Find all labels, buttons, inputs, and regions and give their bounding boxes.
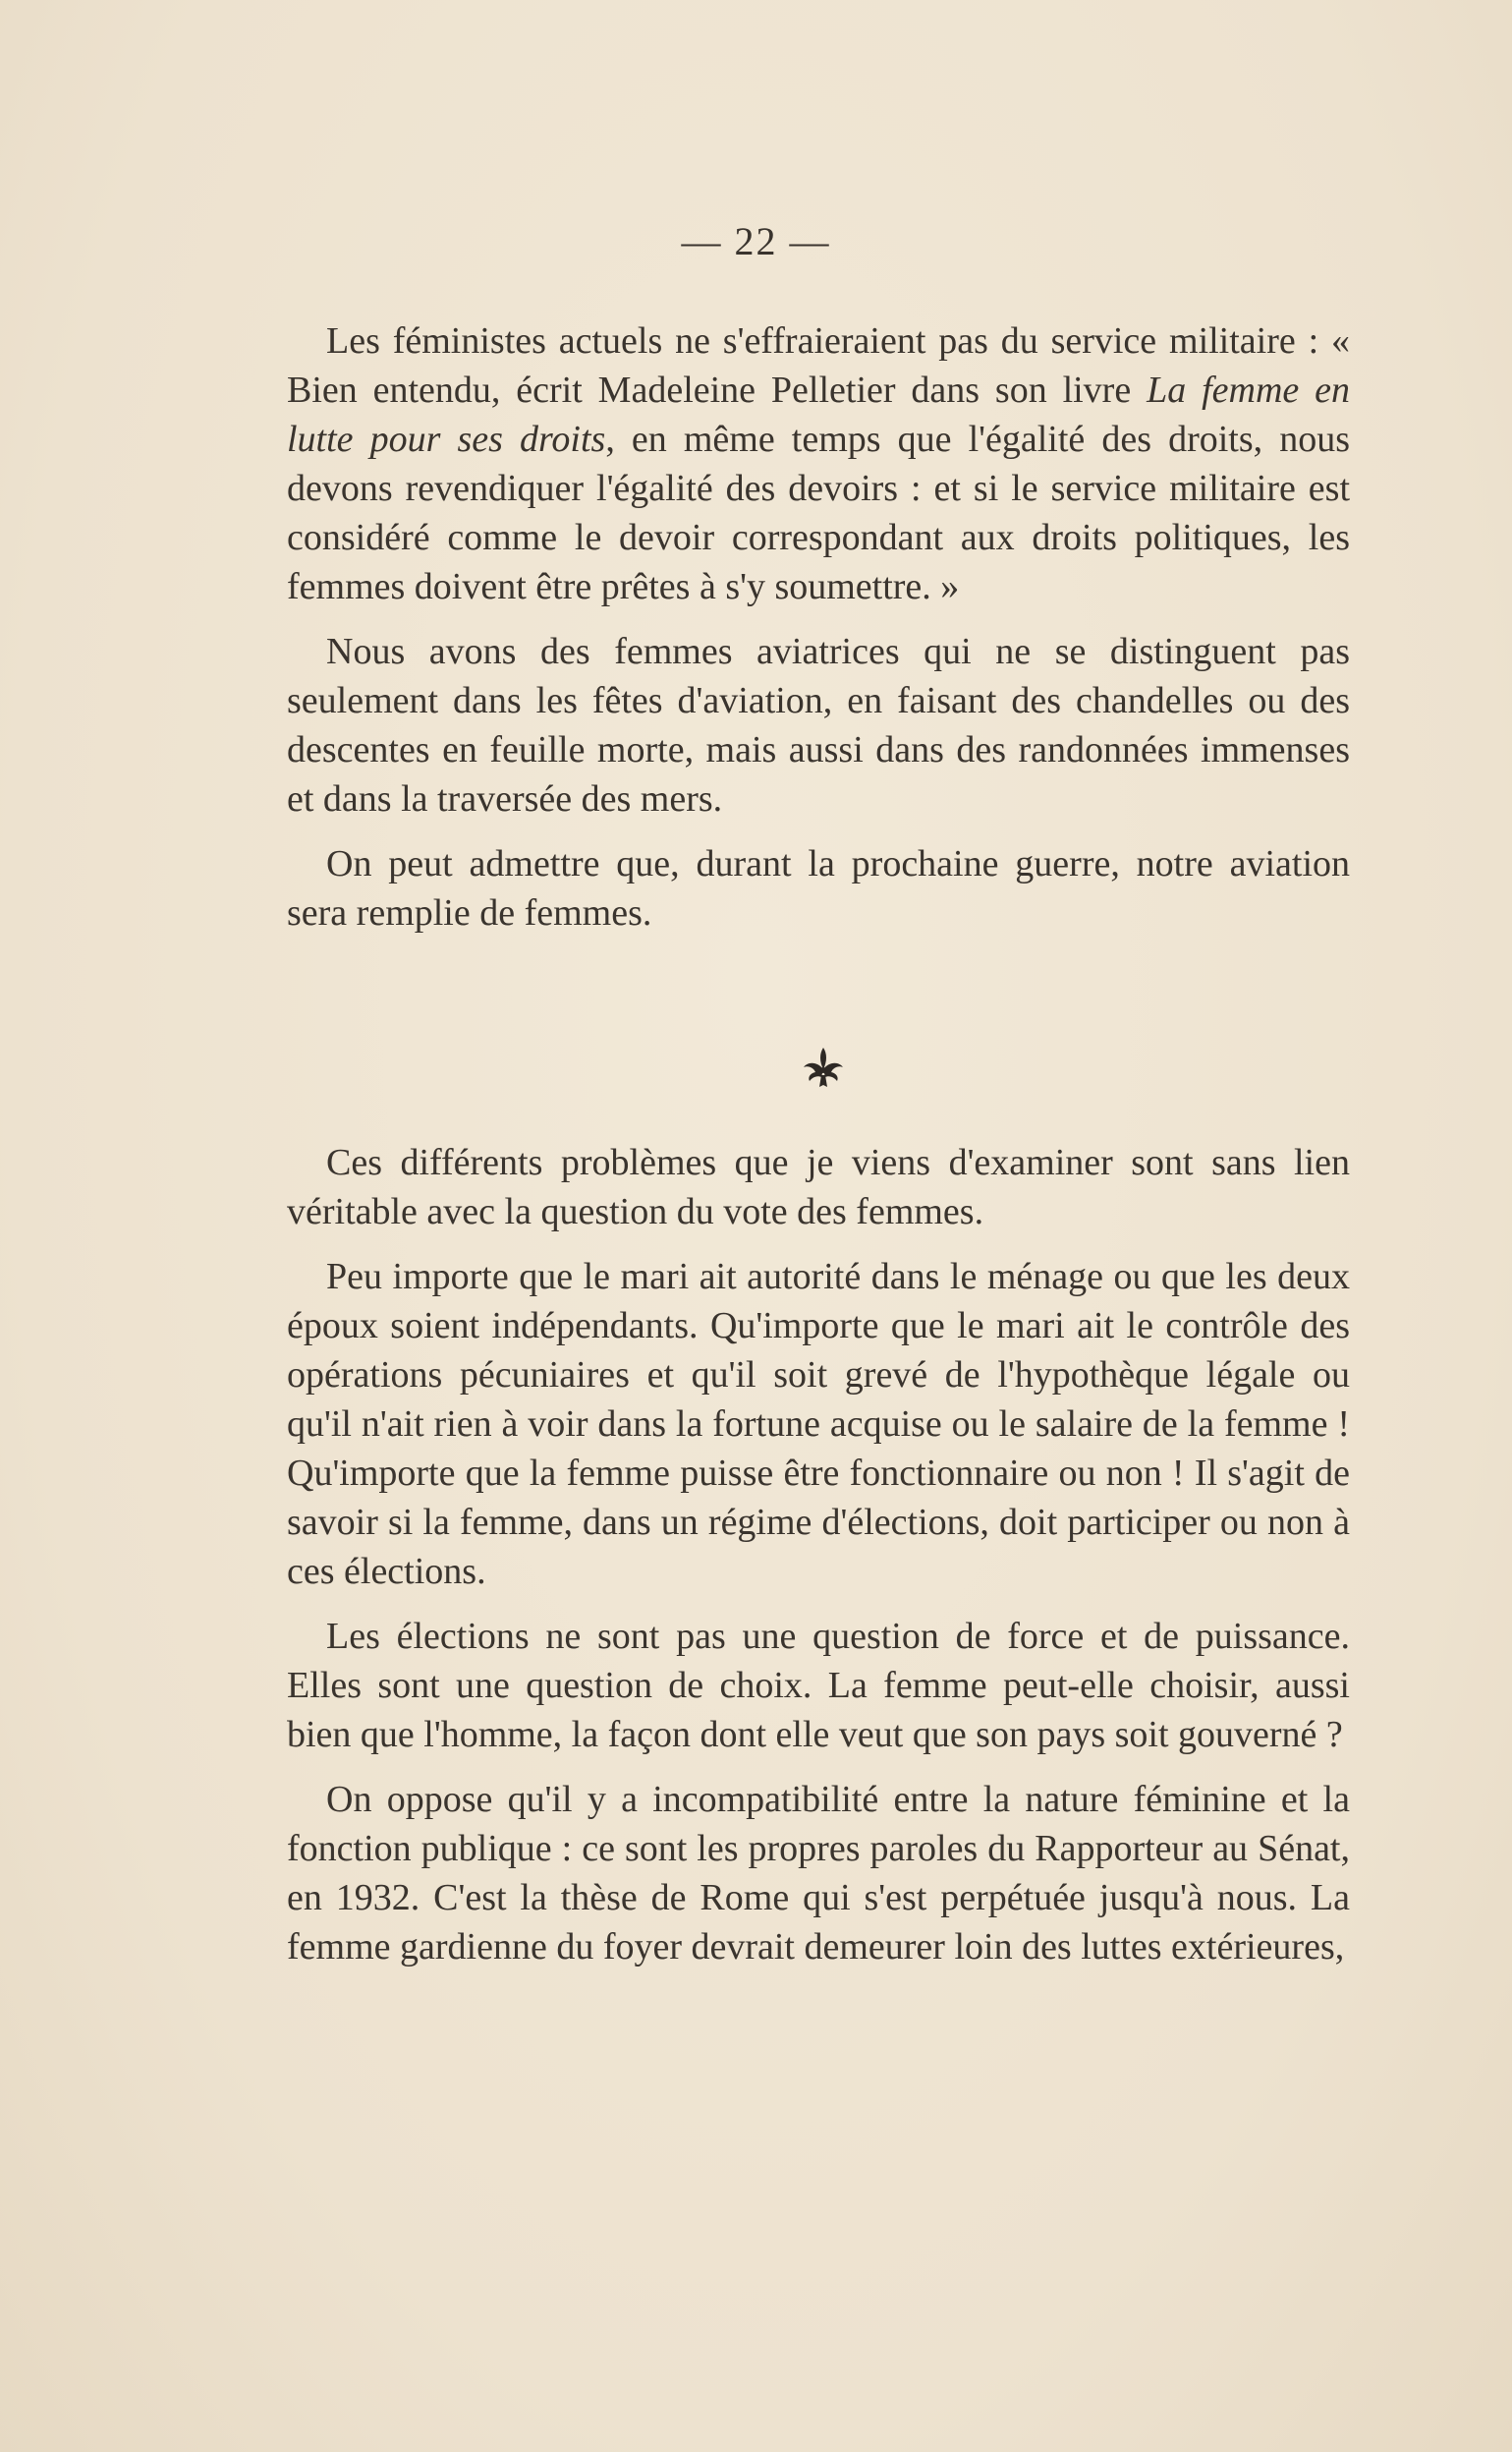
paragraph: Nous avons des femmes aviatrices qui ne se distinguent pas seulement dans les fêtes d'aviation, en faisant des chandelles ou des descentes en feuille morte, mais aussi dans des randonnées immenses et dans la traversée des mers.: [287, 631, 1350, 820]
paragraph: [287, 316, 1350, 611]
paragraph: Ces différents problèmes que je viens d'examiner sont sans lien véritable avec la question du vote des femmes.: [287, 1142, 1350, 1232]
paragraph: Les élections ne sont pas une question de force et de puissance. Elles sont une question de choix. La femme peut-elle choisir, aussi bien que l'homme, la façon dont elle veut que son pays soit gouverné ?: [287, 1616, 1350, 1755]
paragraph: Peu importe que le mari ait autorité dans le ménage ou que les deux époux soient indépendants. Qu'importe que le mari ait le contrôle des opérations pécuniaires et qu'il soit grevé de l'hypothèque légale ou qu'il n'ait rien à voir dans la fortune acquise ou le salaire de la femme ! Qu'importe que la femme puisse être fonctionnaire ou non ! Il s'agit de savoir si la femme, dans un régime d'élections, doit participer ou non à ces élections.: [287, 1256, 1350, 1592]
text-section-1: [287, 316, 1350, 953]
fleuron-icon: [798, 1040, 849, 1091]
paragraph-text: , en même temps que l'égalité des droits, nous devons revendiquer l'égalité des devoirs : et si le service militaire est considéré comme le devoir correspondant aux droits politiques, les femmes doivent être prêtes à s'y soumettre. »: [287, 419, 1350, 607]
page-number: — 22 —: [681, 219, 831, 263]
paragraph: On oppose qu'il y a incompatibilité entre la nature féminine et la fonction publique : ce sont les propres paroles du Rapporteur au Sénat, en 1932. C'est la thèse de Rome qui s'est perpétuée jusqu'à nous. La femme gardienne du foyer devrait demeurer loin des luttes extérieures,: [287, 1779, 1350, 1967]
paragraph: On peut admettre que, durant la prochaine guerre, notre aviation sera remplie de femmes.: [287, 843, 1350, 934]
book-title: La femme en lutte pour ses droits: [287, 370, 1350, 460]
text-section-2: [287, 1138, 1350, 1987]
paragraph-text: Les féministes actuels ne s'effraieraient pas du service militaire : « Bien entendu, écrit Madeleine Pelletier dans son livre: [287, 320, 1350, 411]
